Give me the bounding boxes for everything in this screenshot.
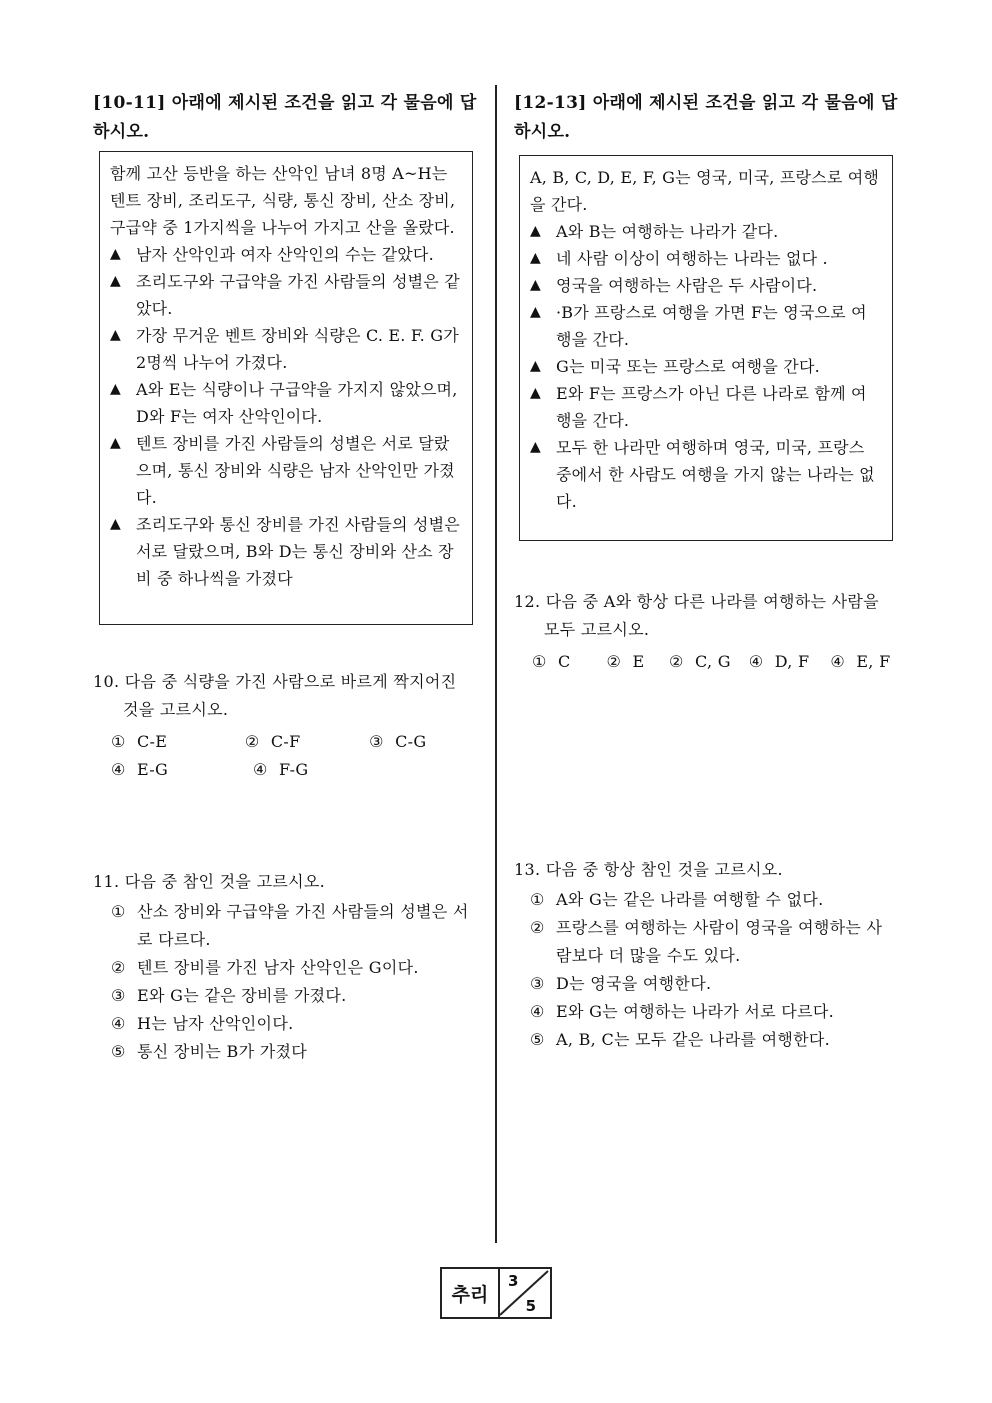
- condition-item: ▲ A와 B는 여행하는 나라가 같다.: [530, 218, 882, 245]
- subject-label: 추리: [442, 1269, 500, 1317]
- answer-option[interactable]: ② 텐트 장비를 가진 남자 산악인은 G이다.: [111, 958, 419, 977]
- section-heading-10-11: [10-11] 아래에 제시된 조건을 읽고 각 물음에 답하시오.: [93, 93, 477, 142]
- question-11: [93, 868, 477, 1066]
- triangle-bullet-icon: ▲: [530, 277, 541, 293]
- page-counter: [498, 1269, 550, 1317]
- answer-option[interactable]: ③ E와 G는 같은 장비를 가졌다.: [111, 986, 347, 1005]
- page-total: 5: [525, 1297, 536, 1315]
- question-12: [514, 588, 898, 676]
- answer-option[interactable]: ④ F-G: [253, 760, 309, 779]
- answer-option[interactable]: ④ E-G: [111, 760, 169, 779]
- triangle-bullet-icon: ▲: [530, 385, 541, 401]
- condition-item: ▲ 가장 무거운 벤트 장비와 식량은 C. E. F. G가 2명씩 나누어 가졌다.: [110, 322, 462, 376]
- condition-item: ▲ 텐트 장비를 가진 사람들의 성별은 서로 달랐으며, 통신 장비와 식량은 남자 산악인만 가졌다.: [110, 430, 462, 511]
- conditions-intro: 함께 고산 등반을 하는 산악인 남녀 8명 A~H는 텐트 장비, 조리도구, 식량, 통신 장비, 산소 장비, 구급약 중 1가지씩을 나누어 가지고 산을 올랐다.: [110, 164, 456, 237]
- section-heading-12-13: [12-13] 아래에 제시된 조건을 읽고 각 물음에 답하시오.: [514, 93, 898, 142]
- condition-item: ▲ 조리도구와 구급약을 가진 사람들의 성별은 같았다.: [110, 268, 462, 322]
- condition-item: ▲ ·B가 프랑스로 여행을 가면 F는 영국으로 여행을 간다.: [530, 299, 882, 353]
- question-stem: 12. 다음 중 A와 항상 다른 나라를 여행하는 사람을 모두 고르시오.: [514, 592, 879, 639]
- answer-option[interactable]: ② C, G: [669, 652, 731, 671]
- condition-item: ▲ 네 사람 이상이 여행하는 나라는 없다 .: [530, 245, 882, 272]
- answer-option[interactable]: ③ C-G: [369, 732, 427, 751]
- condition-item: ▲ G는 미국 또는 프랑스로 여행을 간다.: [530, 353, 882, 380]
- answer-option[interactable]: ③ D는 영국을 여행한다.: [530, 974, 712, 993]
- answer-option[interactable]: ① 산소 장비와 구급약을 가진 사람들의 성별은 서로 다르다.: [111, 902, 469, 949]
- question-13: [514, 856, 898, 1054]
- triangle-bullet-icon: ▲: [110, 246, 121, 262]
- triangle-bullet-icon: ▲: [530, 304, 541, 320]
- column-divider: [495, 85, 497, 1243]
- triangle-bullet-icon: ▲: [530, 250, 541, 266]
- page-number: 3: [508, 1272, 519, 1290]
- triangle-bullet-icon: ▲: [530, 439, 541, 455]
- conditions-box-10-11: [99, 151, 473, 625]
- condition-item: ▲ A와 E는 식량이나 구급약을 가지지 않았으며, D와 F는 여자 산악인이다.: [110, 376, 462, 430]
- answer-option[interactable]: ⑤ 통신 장비는 B가 가졌다: [111, 1042, 308, 1061]
- triangle-bullet-icon: ▲: [530, 223, 541, 239]
- condition-item: ▲ 조리도구와 통신 장비를 가진 사람들의 성별은 서로 달랐으며, B와 D는 통신 장비와 산소 장비 중 하나씩을 가졌다: [110, 511, 462, 592]
- triangle-bullet-icon: ▲: [110, 273, 121, 289]
- conditions-box-12-13: [519, 155, 893, 541]
- answer-option[interactable]: ① C: [532, 652, 571, 671]
- triangle-bullet-icon: ▲: [110, 381, 121, 397]
- answer-option[interactable]: ② 프랑스를 여행하는 사람이 영국을 여행하는 사람보다 더 많을 수도 있다.: [530, 918, 883, 965]
- question-stem: 11. 다음 중 참인 것을 고르시오.: [93, 872, 325, 891]
- condition-item: ▲ E와 F는 프랑스가 아닌 다른 나라로 함께 여행을 간다.: [530, 380, 882, 434]
- question-stem: 10. 다음 중 식량을 가진 사람으로 바르게 짝지어진 것을 고르시오.: [93, 672, 457, 719]
- condition-item: ▲ 남자 산악인과 여자 산악인의 수는 같았다.: [110, 241, 462, 268]
- answer-option[interactable]: ④ H는 남자 산악인이다.: [111, 1014, 294, 1033]
- triangle-bullet-icon: ▲: [530, 358, 541, 374]
- condition-item: ▲ 모두 한 나라만 여행하며 영국, 미국, 프랑스 중에서 한 사람도 여행을 가지 않는 나라는 없다.: [530, 434, 882, 515]
- answer-option[interactable]: ④ E, F: [830, 652, 891, 671]
- conditions-intro: A, B, C, D, E, F, G는 영국, 미국, 프랑스로 여행을 간다.: [530, 168, 880, 214]
- triangle-bullet-icon: ▲: [110, 435, 121, 451]
- answer-option[interactable]: ④ D, F: [748, 652, 810, 671]
- question-10: [93, 668, 477, 784]
- triangle-bullet-icon: ▲: [110, 516, 121, 532]
- answer-option[interactable]: ① A와 G는 같은 나라를 여행할 수 없다.: [530, 890, 824, 909]
- answer-option[interactable]: ⑤ A, B, C는 모두 같은 나라를 여행한다.: [530, 1030, 831, 1049]
- condition-item: ▲ 영국을 여행하는 사람은 두 사람이다.: [530, 272, 882, 299]
- triangle-bullet-icon: ▲: [110, 327, 121, 343]
- answer-option[interactable]: ④ E와 G는 여행하는 나라가 서로 다르다.: [530, 1002, 834, 1021]
- question-stem: 13. 다음 중 항상 참인 것을 고르시오.: [514, 860, 783, 879]
- answer-option[interactable]: ② C-F: [244, 732, 301, 751]
- answer-option[interactable]: ① C-E: [111, 732, 168, 751]
- answer-option[interactable]: ② E: [606, 652, 645, 671]
- page-footer-box: [440, 1267, 552, 1319]
- slash-divider-icon: [498, 1269, 550, 1317]
